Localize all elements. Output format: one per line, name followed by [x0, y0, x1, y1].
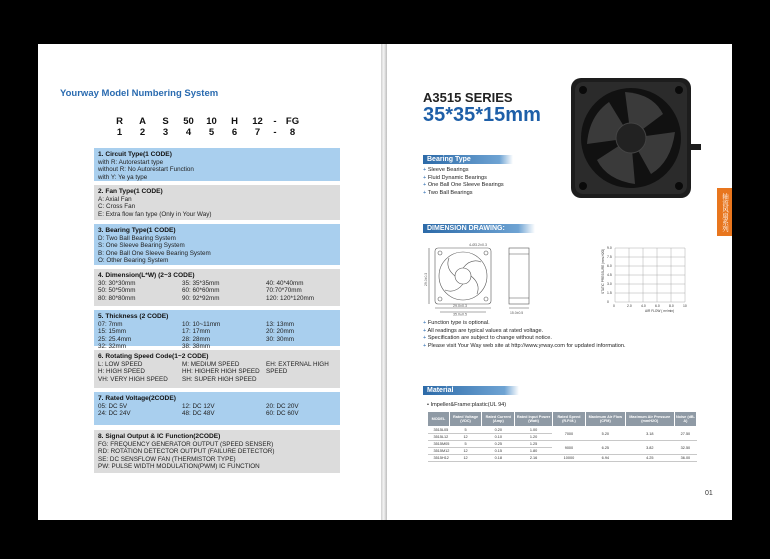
section-heading: 2. Fan Type(1 CODE): [98, 188, 163, 195]
table-header: Rated Speed (R.P.M.): [552, 412, 585, 427]
section-row: with Y: Ye ya type: [98, 173, 148, 181]
section-cell: L: LOW SPEED: [98, 361, 143, 368]
code-char: 50: [183, 116, 194, 127]
section-cell: 38: 38mm: [182, 342, 210, 350]
code-char: FG: [285, 116, 300, 127]
section-cell: 30: 30mm: [266, 335, 294, 343]
dim-side: 29.0±0.3: [424, 272, 428, 286]
section-cell: [266, 376, 344, 383]
section-cell: 48: DC 48V: [182, 410, 215, 418]
dim-outer: 35.0±0.5: [453, 312, 467, 316]
bearing-item: + One Ball One Sleeve Bearings: [423, 182, 504, 190]
series-title: A3515 SERIES: [423, 90, 513, 105]
dim-hole: 4-Ø3.2±0.3: [469, 243, 487, 247]
bearing-item: + Fluid Dynamic Bearings: [423, 175, 504, 183]
code-char: S: [162, 116, 169, 127]
section-cell: 10: 10~11mm: [182, 321, 221, 328]
section-row: FG: FREQUENCY GENERATOR OUTPUT (SPEED SENSER): [98, 441, 274, 448]
section-heading: 7. Rated Voltage(2CODE): [98, 395, 176, 402]
section-cell: M: MEDIUM SPEED: [182, 361, 240, 368]
table-cell: 6.25: [586, 441, 626, 455]
category-side-tab: 轴流风扇系列: [717, 188, 732, 236]
table-cell: 3.18: [625, 427, 674, 441]
table-header: Noise (dB-A): [674, 412, 696, 427]
fan-photo: [565, 74, 703, 202]
table-cell: 36.00: [674, 455, 696, 462]
code-section: [94, 310, 340, 350]
table-cell: 3515L12: [428, 434, 450, 441]
table-row: [428, 427, 697, 434]
pq-xtick: 0: [613, 304, 615, 308]
section-row: C: Cross Fan: [98, 203, 136, 211]
code-char: -: [273, 116, 277, 127]
impeller-note: • Impeller&Frame:plastic(UL 94): [427, 402, 507, 408]
section-cell: 12: DC 12V: [182, 403, 215, 410]
table-header: Rated Input Power (Watt): [515, 412, 553, 427]
section-cell: 25: 25.4mm: [98, 335, 132, 343]
table-cell: 27.50: [674, 427, 696, 441]
bearing-item: + Two Ball Bearings: [423, 190, 504, 198]
dimension-drawing: [421, 240, 539, 316]
model-code-grid: [108, 116, 304, 138]
section-cell: 35: 35*35mm: [182, 280, 220, 287]
table-cell: 1.20: [515, 434, 553, 441]
series-size: 35*35*15mm: [423, 104, 541, 126]
code-section: [94, 392, 340, 425]
code-section: [94, 224, 340, 265]
section-cell: 24: DC 24V: [98, 410, 131, 418]
code-section: [94, 185, 340, 220]
pq-ytick: 7.5: [607, 255, 612, 260]
table-cell: 0.15: [482, 448, 515, 455]
code-index: 4: [185, 127, 192, 138]
pq-ytick: 3.0: [607, 282, 612, 287]
table-row: [428, 441, 697, 448]
table-row: [428, 455, 697, 462]
bearing-item: + Sleeve Bearings: [423, 167, 504, 175]
pq-ytick: 4.5: [607, 273, 612, 278]
code-char: A: [139, 116, 146, 127]
section-heading: 6. Rotating Speed Code(1~2 CODE): [98, 353, 209, 360]
pq-ytick: 0: [607, 300, 609, 305]
table-cell: 0.20: [482, 427, 515, 434]
section-row: B: One Ball One Sleeve Bearing System: [98, 249, 211, 257]
table-cell: 10000: [552, 455, 585, 462]
dim-inner: 29.0±0.3: [453, 304, 467, 308]
bearing-type-heading: Bearing Type: [423, 155, 513, 164]
code-char: 10: [206, 116, 217, 127]
table-cell: 32.50: [674, 441, 696, 455]
table-header: Rated Current (Amp): [482, 412, 515, 427]
table-cell: 2.16: [515, 455, 553, 462]
dimension-heading: DIMENSION DRAWING:: [423, 224, 535, 233]
table-cell: 3515M12: [428, 448, 450, 455]
section-cell: VH: VERY HIGH SPEED: [98, 375, 168, 383]
section-cell: SH: SUPER HIGH SPEED: [182, 375, 257, 383]
section-cell: 60: 60*60mm: [182, 287, 220, 295]
pq-ytick: 1.5: [607, 291, 612, 296]
section-cell: 90: 92*92mm: [182, 294, 220, 302]
section-cell: 60: DC 60V: [266, 410, 299, 418]
section-cell: 07: 7mm: [98, 321, 123, 328]
section-cell: 13: 13mm: [266, 321, 294, 328]
section-cell: 70:70*70mm: [266, 287, 302, 295]
code-index: 7: [254, 127, 261, 138]
table-header: MODEL: [428, 412, 450, 427]
section-cell: EH: EXTERNAL HIGH: [266, 361, 329, 368]
table-cell: 6.94: [586, 455, 626, 462]
section-row: S: One Sleeve Bearing System: [98, 242, 185, 250]
pq-xtick: 10: [683, 304, 687, 308]
pq-chart: [601, 240, 695, 314]
left-page: [38, 44, 381, 520]
section-heading: 3. Bearing Type(1 CODE): [98, 227, 176, 234]
table-cell: 0.10: [482, 434, 515, 441]
pq-xtick: 4.0: [641, 304, 646, 308]
note-item: + Specification are subject to change without notice.: [423, 335, 626, 343]
pq-ytick: 6.0: [607, 264, 612, 269]
section-row: PW: PULSE WIDTH MODULATION(PWM) IC FUNCTION: [98, 462, 260, 470]
pq-ylabel: STATIC PRESSURE (mm-H2O): [601, 248, 605, 294]
section-cell: 40: 40*40mm: [266, 280, 304, 287]
code-index: 5: [208, 127, 215, 138]
section-heading: 4. Dimension(L*W) (2~3 CODE): [98, 272, 195, 279]
table-cell: 3515H12: [428, 455, 450, 462]
table-cell: 1.80: [515, 448, 553, 455]
table-cell: 5.20: [586, 427, 626, 441]
table-header: Maximum Air Flow (CFM): [586, 412, 626, 427]
table-cell: 7000: [552, 427, 585, 441]
section-heading: 8. Signal Output & IC Function(2CODE): [98, 433, 221, 440]
code-index: -: [273, 127, 277, 138]
table-cell: 5: [449, 441, 481, 448]
code-char: 12: [252, 116, 263, 127]
table-cell: 4.25: [625, 455, 674, 462]
section-cell: 50: 50*50mm: [98, 287, 136, 295]
code-section: [94, 269, 340, 306]
numbering-title: Yourway Model Numbering System: [60, 88, 219, 99]
section-cell: 30: 30*30mm: [98, 280, 136, 287]
table-header: Rated Voltage (VDC): [449, 412, 481, 427]
section-cell: 32: 32mm: [98, 342, 126, 350]
note-item: + Function type is optional.: [423, 320, 626, 328]
code-index: 3: [162, 127, 169, 138]
section-cell: 20: DC 20V: [266, 403, 299, 410]
pq-xtick: 8.0: [669, 304, 674, 308]
code-index: 8: [289, 127, 296, 138]
table-header: Maximum Air Pressure (mmH2O): [625, 412, 674, 427]
dim-depth: 15.0±0.5: [510, 311, 524, 315]
code-section: [94, 350, 340, 388]
table-cell: 12: [449, 434, 481, 441]
table-cell: 12: [449, 448, 481, 455]
section-cell: H: HIGH SPEED: [98, 368, 145, 376]
table-cell: 5: [449, 427, 481, 434]
section-heading: 5. Thickness (2 CODE): [98, 313, 169, 320]
page-number: 01: [705, 490, 713, 497]
material-heading: Material: [423, 386, 519, 395]
table-cell: 9000: [552, 441, 585, 455]
section-cell: 20: 20mm: [266, 328, 294, 336]
section-cell: HH: HIGHER HIGH SPEED: [182, 368, 260, 376]
pq-xlabel: AIR FLOW ( m³/min): [645, 309, 675, 313]
code-section: [94, 148, 340, 181]
section-heading: 1. Circuit Type(1 CODE): [98, 151, 172, 158]
section-cell: 28: 28mm: [182, 335, 210, 343]
table-cell: 1.25: [515, 441, 553, 448]
pq-xtick: 6.0: [655, 304, 660, 308]
table-cell: 12: [449, 455, 481, 462]
code-index: 6: [231, 127, 238, 138]
pq-xtick: 2.0: [627, 304, 632, 308]
bearing-list: [423, 167, 504, 197]
code-char: R: [116, 116, 123, 127]
section-row: RD: ROTATION DETECTOR OUTPUT (FAILURE DETECTOR): [98, 448, 275, 456]
section-row: O: Other Bearing System: [98, 256, 169, 264]
section-row: E: Extra flow fan type (Only in Your Way): [98, 210, 212, 218]
pq-ytick: 9.0: [607, 246, 612, 251]
section-row: A: Axial Fan: [98, 196, 132, 203]
code-section: [94, 430, 340, 473]
code-index: 1: [116, 127, 123, 138]
note-item: + All readings are typical values at rated voltage.: [423, 328, 626, 336]
section-cell: 05: DC 5V: [98, 403, 128, 410]
section-row: without R: No Autorestart Function: [98, 166, 194, 174]
table-cell: 3515M05: [428, 441, 450, 448]
section-row: with R: Autorestart type: [98, 159, 164, 166]
table-cell: 3.82: [625, 441, 674, 455]
section-cell: SPEED: [266, 368, 288, 376]
notes-list: [423, 320, 626, 350]
table-cell: 0.25: [482, 441, 515, 448]
code-char: H: [231, 116, 238, 127]
section-cell: 17: 17mm: [182, 328, 210, 336]
note-item: + Please visit Your Way web site at http://www.yrway.com for updated information.: [423, 343, 626, 351]
table-cell: 0.18: [482, 455, 515, 462]
section-row: D: Two Ball Bearing System: [98, 235, 176, 242]
section-cell: 15: 15mm: [98, 328, 126, 336]
table-cell: 3515L05: [428, 427, 450, 434]
right-page: [387, 44, 732, 520]
section-row: SE: DC SENSFLOW FAN (THERMISTOR TYPE): [98, 455, 236, 463]
spec-table: [427, 411, 697, 462]
section-cell: 120: 120*120mm: [266, 294, 314, 302]
code-index: 2: [139, 127, 146, 138]
table-cell: 1.00: [515, 427, 553, 434]
section-cell: 80: 80*80mm: [98, 294, 136, 302]
